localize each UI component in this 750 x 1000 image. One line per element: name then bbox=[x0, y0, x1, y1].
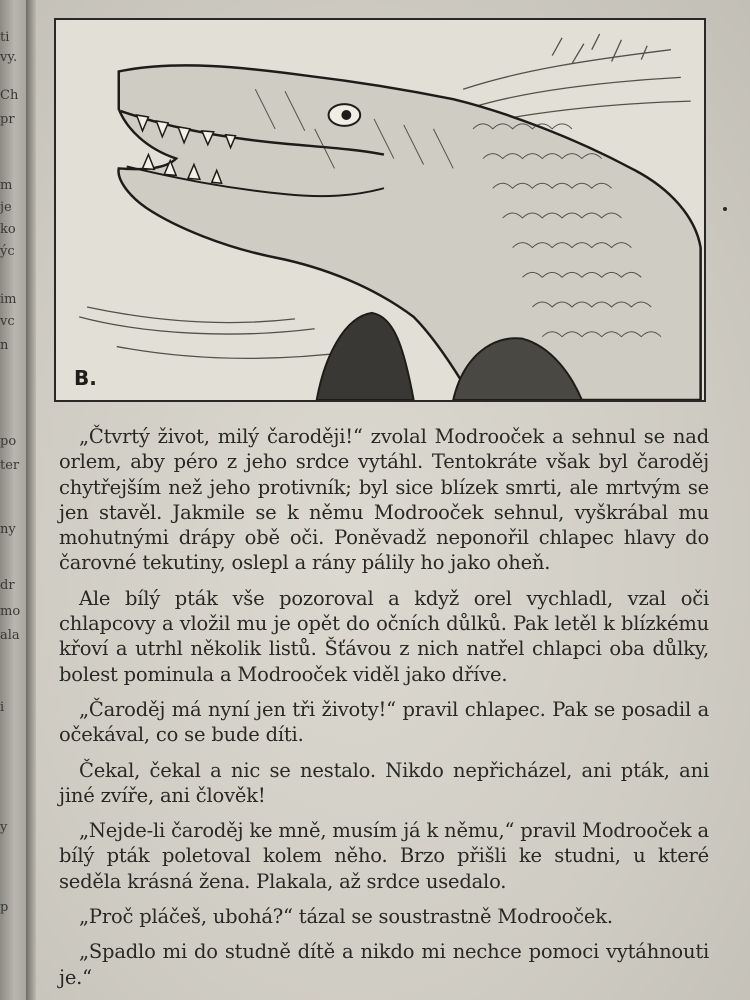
edge-fragment: i bbox=[0, 700, 5, 715]
edge-fragment: ko bbox=[0, 222, 16, 237]
edge-fragment: vy. bbox=[0, 50, 18, 65]
paragraph: Čekal, čekal a nic se nestalo. Nikdo nepřicházel, ani pták, ani jiné zvíře, ani člověk! bbox=[59, 758, 709, 807]
book-page bbox=[36, 0, 750, 1000]
story-text bbox=[59, 424, 709, 1000]
illustrator-signature: B. bbox=[74, 366, 97, 390]
crocodile-icon bbox=[56, 20, 704, 400]
edge-fragment: dr bbox=[0, 578, 15, 593]
edge-fragment: po bbox=[0, 434, 17, 449]
edge-fragment: ter bbox=[0, 458, 20, 473]
edge-fragment: ala bbox=[0, 628, 20, 643]
print-speck bbox=[723, 207, 727, 211]
edge-fragment: n bbox=[0, 338, 9, 353]
edge-fragment: Ch bbox=[0, 88, 19, 103]
edge-fragment: mo bbox=[0, 604, 21, 619]
edge-fragment: ti bbox=[0, 30, 10, 45]
paragraph: „Spadlo mi do studně dítě a nikdo mi nechce pomoci vytáhnouti je.“ bbox=[59, 940, 709, 989]
edge-fragment: m bbox=[0, 178, 13, 193]
edge-fragment: je bbox=[0, 200, 12, 215]
previous-page-edge bbox=[0, 0, 26, 1000]
edge-fragment: p bbox=[0, 900, 9, 915]
paragraph: „Proč pláčeš, ubohá?“ tázal se soustrastně Modrooček. bbox=[79, 905, 613, 929]
edge-fragment: y bbox=[0, 820, 8, 835]
paragraph: „Čtvrtý život, milý čaroději!“ zvolal Modrooček a sehnul se nad orlem, aby péro z jeho srdce vytáhl. Tentokráte však byl čaroděj chytřejším než jeho protivník; byl sice blízek smrti, ale mrtvým se jen stavěl. Jakmile se k němu Modrooček sehnul, vyškrábal mu mohutnými drápy obě oči. Poněvadž neponořil chlapec hlavy do čarovné tekutiny, oslepl a rány pálily ho jako oheň. bbox=[59, 425, 709, 575]
paragraph: Ale bílý pták vše pozoroval a když orel vychladl, vzal oči chlapcovy a vložil mu je opět do očních důlků. Pak letěl k blízkému křoví a utrhl několik listů. Šťávou z nich natřel chlapci oba důlky, bolest pominula a Modrooček viděl jako dříve. bbox=[59, 586, 709, 686]
paragraph: „Nejde-li čaroděj ke mně, musím já k němu,“ pravil Modrooček a bílý pták poletoval kolem něho. Brzo přišli ke studni, u které seděla krásná žena. Plakala, až srdce usedalo. bbox=[59, 819, 709, 893]
crocodile-illustration bbox=[54, 18, 706, 402]
paragraph: „Čaroděj má nyní jen tři životy!“ pravil chlapec. Pak se posadil a očekával, co se bude díti. bbox=[59, 697, 709, 747]
edge-fragment: pr bbox=[0, 112, 15, 127]
edge-fragment: ýc bbox=[0, 244, 15, 259]
edge-fragment: ny bbox=[0, 522, 16, 537]
edge-fragment: vc bbox=[0, 314, 15, 329]
edge-fragment: im bbox=[0, 292, 17, 307]
book-gutter bbox=[26, 0, 36, 1000]
